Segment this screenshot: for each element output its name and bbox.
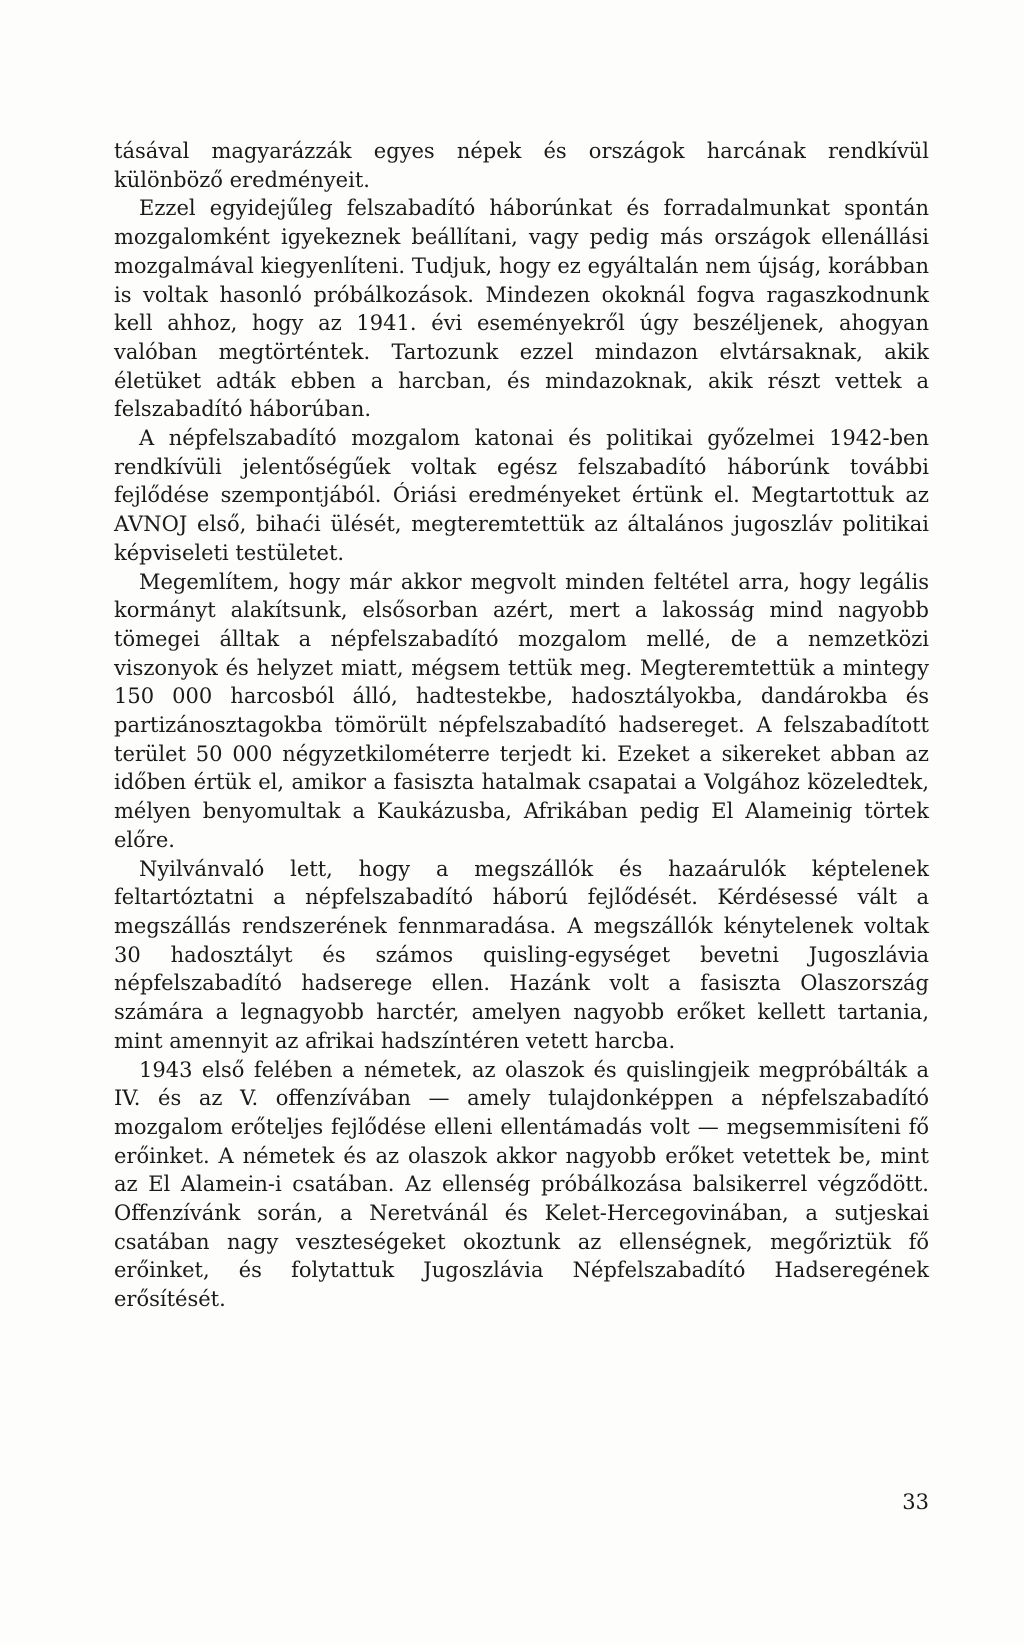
paragraph-4: Megemlítem, hogy már akkor megvolt minden feltétel arra, hogy legális kormányt alakítsunk, elsősorban azért, mert a lakosság mind nagyobb tömegei álltak a népfelszabadító mozgalom mellé, de a nemzetközi viszonyok és helyzet miatt, mégsem tettük meg. Megteremtettük a mintegy 150 000 harcosból álló, hadtestekbe, hadosztályokba, dandárokba és partizánosztagokba tömörült népfelszabadító hadsereget. A felszabadított terület 50 000 négyzetkilométerre terjedt ki. Ezeket a sikereket abban az időben értük el, amikor a fasiszta hatalmak csapatai a Volgához közeledtek, mélyen benyomultak a Kaukázusba, Afrikában pedig El Alameinig törtek előre. [114,569,929,852]
paragraph-6: 1943 első felében a németek, az olaszok és quislingjeik megpróbálták a IV. és az V. offenzívában — amely tulajdonképpen a népfelszabadító mozgalom erőteljes fejlődése elleni ellentámadás volt — megsemmisíteni fő erőinket. A németek és az olaszok akkor nagyobb erőket vetettek be, mint az El Alamein-i csatában. Az ellenség próbálkozása balsikerrel végződött. Offenzívánk során, a Neretvánál és Kelet-Hercegovinában, a sutjeskai csatában nagy veszteségeket okoztunk az ellenségnek, megőriztük fő erőinket, és folytattuk Jugoszlávia Népfelszabadító Hadseregének erősítését. [114,1057,929,1312]
paragraph-5: Nyilvánvaló lett, hogy a megszállók és hazaárulók képtelenek feltartóztatni a népfelszabadító háború fejlődését. Kérdésessé vált a megszállás rendszerének fennmaradása. A megszállók kénytelenek voltak 30 hadosztályt és számos quisling-egységet bevetni Jugoszlávia népfelszabadító hadserege ellen. Hazánk volt a fasiszta Olaszország számára a legnagyobb harctér, amelyen nagyobb erőket kellett tartania, mint amennyit az afrikai hadszíntéren vetett harcba. [114,856,929,1053]
paragraph-2: Ezzel egyidejűleg felszabadító háborúnkat és forradalmunkat spontán mozgalomként igyekeznek beállítani, vagy pedig más országok ellenállási mozgalmával kiegyenlíteni. Tudjuk, hogy ez egyáltalán nem újság, korábban is voltak hasonló próbálkozások. Mindezen okoknál fogva ragaszkodnunk kell ahhoz, hogy az 1941. évi eseményekről úgy beszéljenek, ahogyan valóban megtörténtek. Tartozunk ezzel mindazon elvtársaknak, akik életüket adták ebben a harcban, és mindazoknak, akik részt vettek a felszabadító háborúban. [114,196,929,422]
body-text [114,137,929,1314]
paragraph-1: tásával magyarázzák egyes népek és országok harcának rendkívül különböző eredményeit. [114,139,929,192]
page-number: 33 [902,1490,929,1514]
paragraph-3: A népfelszabadító mozgalom katonai és politikai győzelmei 1942-ben rendkívüli jelentőségűek voltak egész felszabadító háborúnk további fejlődése szempontjából. Óriási eredményeket értünk el. Megtartottuk az AVNOJ első, bihaći ülését, megteremtettük az általános jugoszláv politikai képviseleti testületet. [114,426,929,565]
